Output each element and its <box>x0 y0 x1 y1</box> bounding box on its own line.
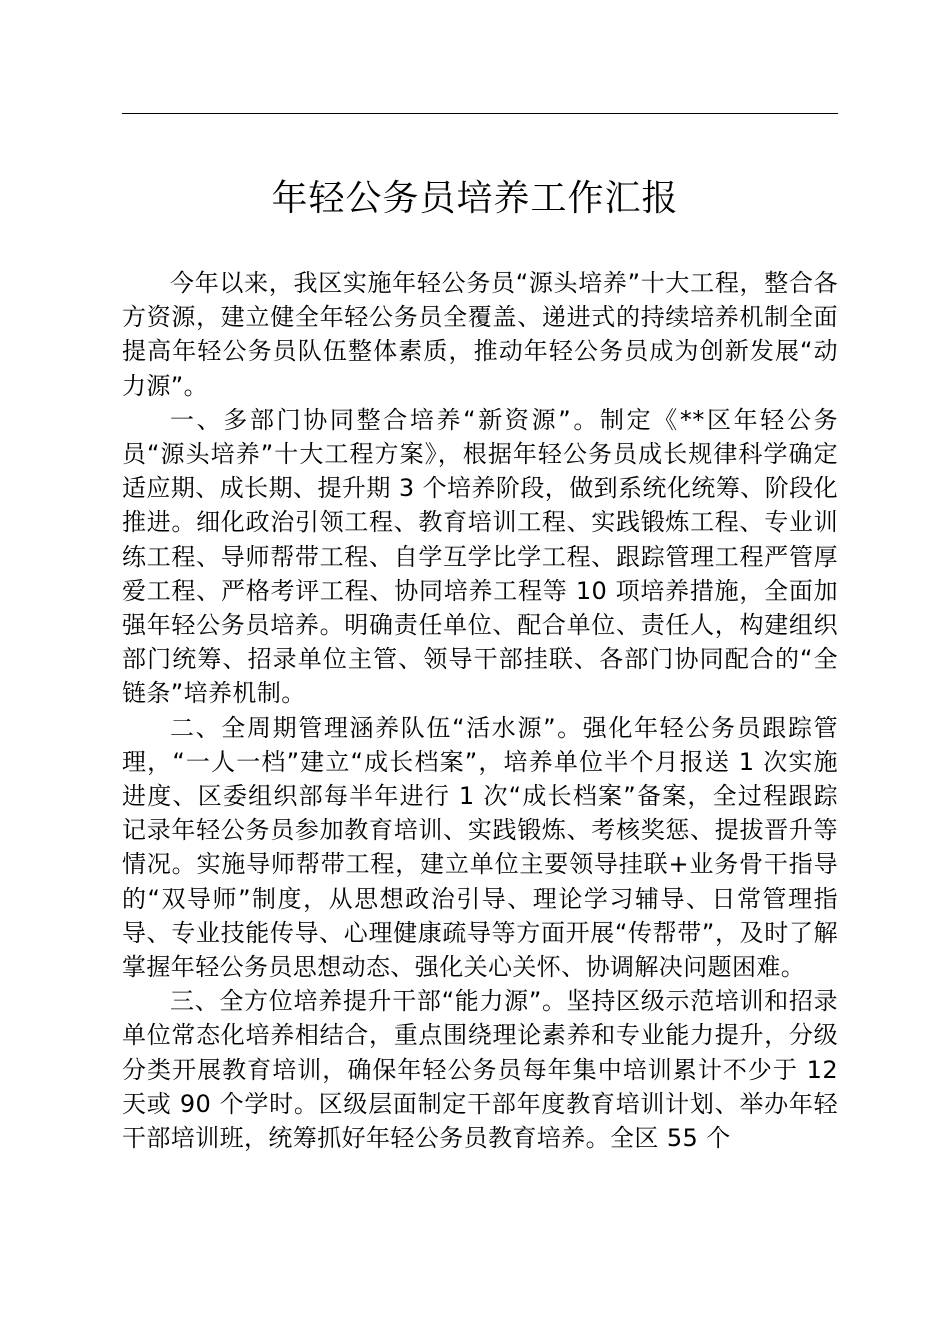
paragraph-section-2: 二、全周期管理涵养队伍“活水源”。强化年轻公务员跟踪管理，“一人一档”建立“成长档案”，培养单位半个月报送 1 次实施进度、区委组织部每半年进行 1 次“成长档案”备案，全过程跟踪记录年轻公务员参加教育培训、实践锻炼、考核奖惩、提拔晋升等情况。实施导师帮带工程，建立单位主要领导挂联+业务骨干指导的“双导师”制度，从思想政治引导、理论学习辅导、日常管理指导、专业技能传导、心理健康疏导等方面开展“传帮带”，及时了解掌握年轻公务员思想动态、强化关心关怀、协调解决问题困难。 <box>122 713 838 982</box>
paragraph-section-1: 一、多部门协同整合培养“新资源”。制定《**区年轻公务员“源头培养”十大工程方案》，根据年轻公务员成长规律科学确定适应期、成长期、提升期 3 个培养阶段，做到系统化统筹、阶段化推进。细化政治引领工程、教育培训工程、实践锻炼工程、专业训练工程、导师帮带工程、自学互学比学工程、跟踪管理工程严管厚爱工程、严格考评工程、协同培养工程等 10 项培养措施，全面加强年轻公务员培养。明确责任单位、配合单位、责任人，构建组织部门统筹、招录单位主管、领导干部挂联、各部门协同配合的“全链条”培养机制。 <box>122 405 839 708</box>
header-rule <box>122 113 838 114</box>
paragraph-intro: 今年以来，我区实施年轻公务员“源头培养”十大工程，整合各方资源，建立健全年轻公务员全覆盖、递进式的持续培养机制全面提高年轻公务员队伍整体素质，推动年轻公务员成为创新发展“动力源”。 <box>122 269 839 400</box>
document-body <box>122 266 838 1155</box>
document-title: 年轻公务员培养工作汇报 <box>271 178 679 219</box>
paragraph-section-3: 三、全方位培养提升干部“能力源”。坚持区级示范培训和招录单位常态化培养相结合，重点围绕理论素养和专业能力提升，分级分类开展教育培训，确保年轻公务员每年集中培训累计不少于 12 天或 90 个学时。区级层面制定干部年度教育培训计划、举办年轻干部培训班，统筹抓好年轻公务员教育培养。全区 55 个 <box>122 987 838 1153</box>
